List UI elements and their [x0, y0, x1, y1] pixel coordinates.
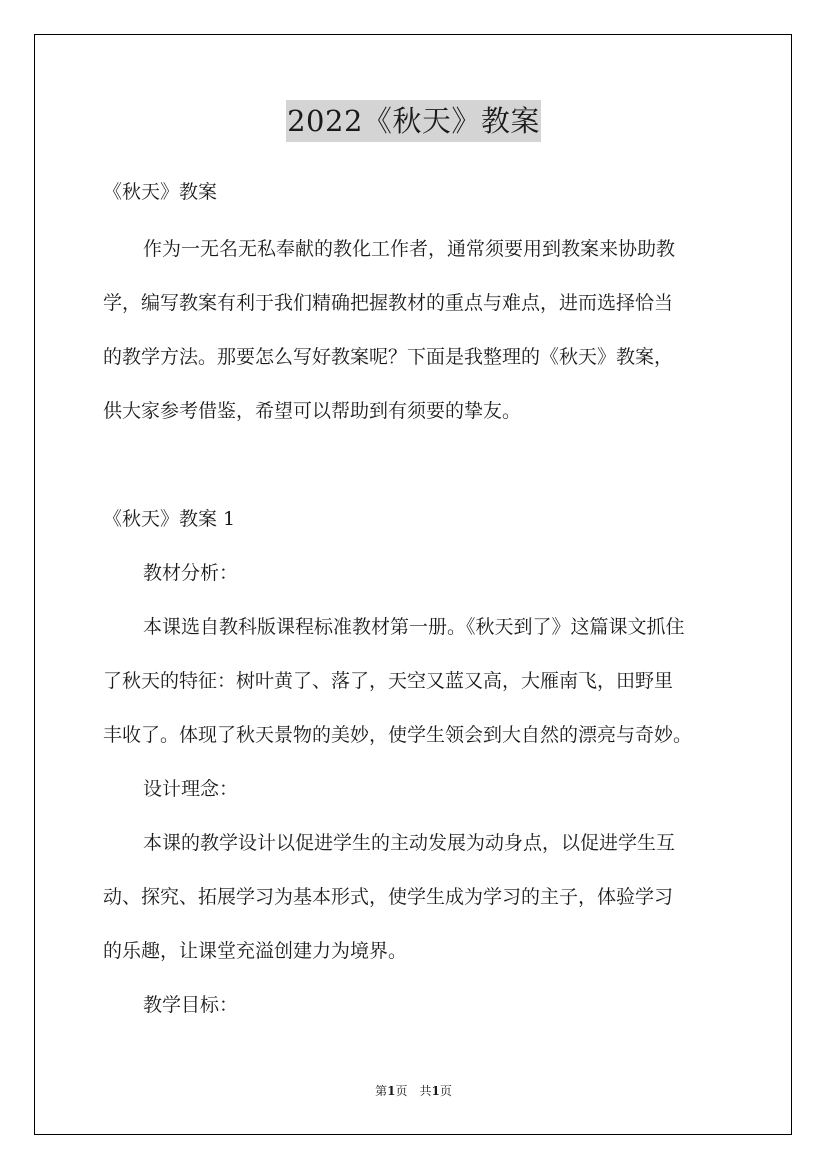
document-title: 2022《秋天》教案: [286, 100, 541, 142]
page-current: 1: [387, 1084, 396, 1098]
material-line: 了秋天的特征：树叶黄了、落了，天空又蓝又高，大雁南飞，田野里: [103, 670, 674, 692]
material-label: 教材分析：: [143, 562, 239, 584]
intro-line: 学，编写教案有利于我们精确把握教材的重点与难点，进而选择恰当: [103, 292, 674, 314]
page-footer: [0, 1083, 827, 1099]
material-line: 本课选自教科版课程标准教材第一册。《秋天到了》这篇课文抓住: [143, 616, 685, 638]
concept-line: 的乐趣，让课堂充溢创建力为境界。: [103, 940, 408, 962]
goal-label: 教学目标：: [143, 994, 239, 1016]
page-mid: 页 共: [395, 1084, 432, 1098]
title-container: [0, 100, 827, 142]
concept-line: 动、探究、拓展学习为基本形式，使学生成为学习的主子，体验学习: [103, 886, 674, 908]
section-heading: 《秋天》教案 1: [103, 508, 236, 530]
intro-line: 的教学方法。那要怎么写好教案呢？下面是我整理的《秋天》教案，: [103, 346, 674, 368]
intro-line: 作为一无名无私奉献的教化工作者，通常须要用到教案来协助教: [143, 238, 676, 260]
material-line: 丰收了。体现了秋天景物的美妙，使学生领会到大自然的漂亮与奇妙。: [103, 724, 693, 746]
concept-label: 设计理念：: [143, 778, 239, 800]
page-total: 1: [431, 1084, 440, 1098]
intro-line: 供大家参考借鉴，希望可以帮助到有须要的挚友。: [103, 400, 522, 422]
page-suffix: 页: [439, 1084, 452, 1098]
page-prefix: 第: [375, 1084, 388, 1098]
main-heading: 《秋天》教案: [103, 181, 218, 203]
concept-line: 本课的教学设计以促进学生的主动发展为动身点，以促进学生互: [143, 832, 676, 854]
